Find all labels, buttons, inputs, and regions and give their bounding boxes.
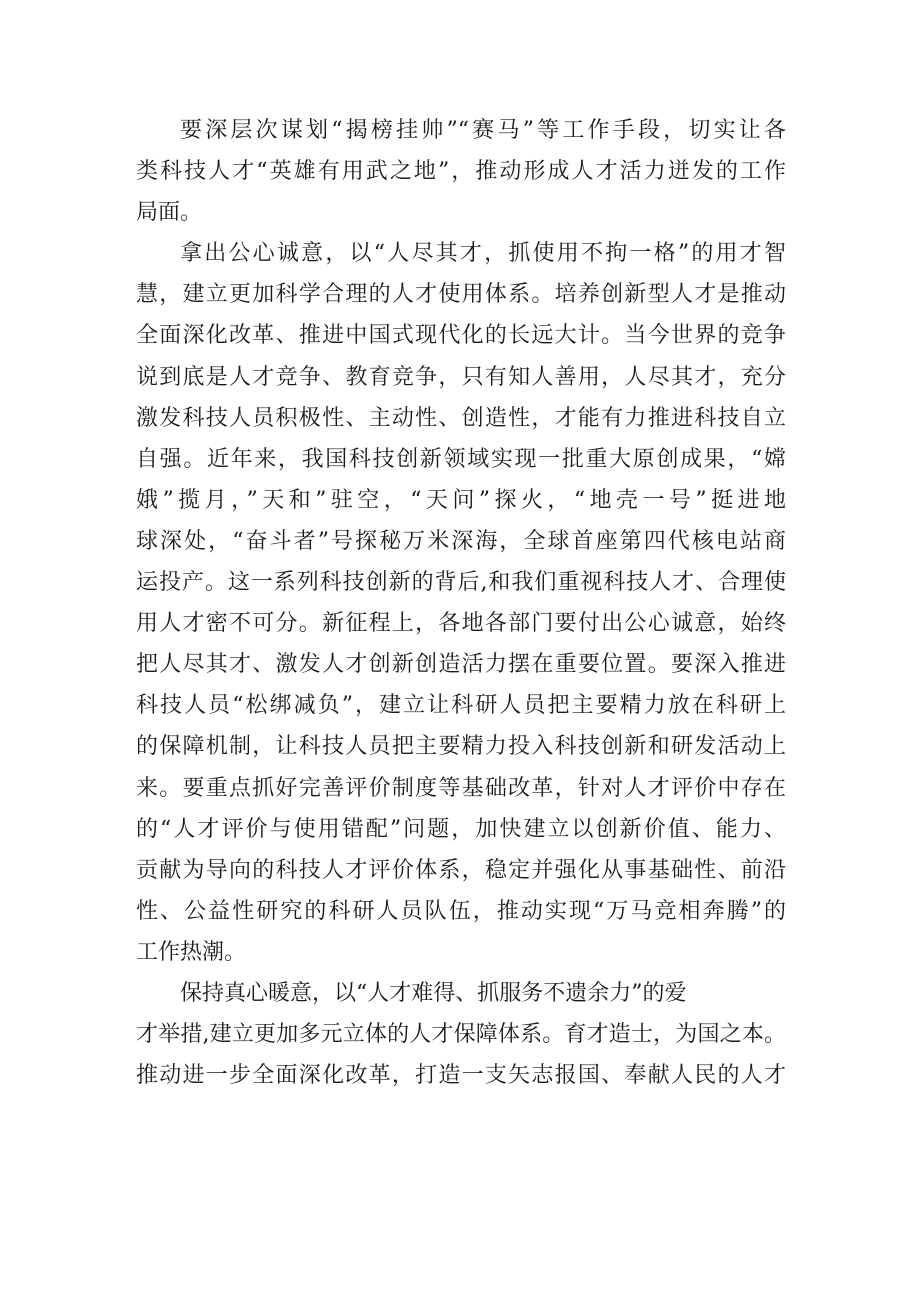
text-line: 把人尽其才、激发人才创新创造活力摆在重要位置。要深入推进 (136, 652, 786, 678)
text-line: 才举措,建立更加多元立体的人才保障体系。育才造士，为国之本。 (136, 1022, 786, 1048)
text-line: 保持真心暖意，以“人才难得、抓服务不遗余力”的爱 (180, 980, 687, 1006)
text-line: 贡献为导向的科技人才评价体系，稳定并强化从事基础性、前沿 (136, 857, 786, 883)
text-line: 类科技人才“英雄有用武之地”，推动形成人才活力迸发的工作 (136, 159, 786, 185)
text-line: 全面深化改革、推进中国式现代化的长远大计。当今世界的竞争 (136, 323, 786, 349)
text-line: 用人才密不可分。新征程上，各地各部门要付出公心诚意，始终 (136, 611, 786, 637)
text-line: 运投产。这一系列科技创新的背后,和我们重视科技人才、合理使 (136, 570, 786, 596)
text-line: 工作热潮。 (136, 939, 247, 965)
text-line: 慧，建立更加科学合理的人才使用体系。培养创新型人才是推动 (136, 282, 786, 308)
text-line: 科技人员“松绑减负”，建立让科研人员把主要精力放在科研上 (136, 693, 786, 719)
text-line: 拿出公心诚意，以“人尽其才，抓使用不拘一格”的用才智 (180, 241, 786, 267)
text-line: 娥”揽月，”天和”驻空，“天问”探火，“地壳一号”挺进地 (136, 487, 786, 513)
text-line: 球深处，“奋斗者”号探秘万米深海，全球首座第四代核电站商 (136, 528, 786, 554)
text-line: 来。要重点抓好完善评价制度等基础改革，针对人才评价中存在 (136, 775, 786, 801)
text-line: 说到底是人才竞争、教育竞争，只有知人善用，人尽其才，充分 (136, 364, 786, 390)
text-line: 性、公益性研究的科研人员队伍，推动实现“万马竞相奔腾”的 (136, 898, 786, 924)
text-line: 的保障机制，让科技人员把主要精力投入科技创新和研发活动上 (136, 734, 786, 760)
text-line: 推动进一步全面深化改革，打造一支矢志报国、奉献人民的人才 (136, 1063, 786, 1089)
text-line: 要深层次谋划“揭榜挂帅”“赛马”等工作手段，切实让各 (180, 118, 786, 143)
text-line: 局面。 (136, 200, 203, 226)
text-line: 的“人才评价与使用错配”问题，加快建立以创新价值、能力、 (136, 816, 786, 842)
text-line: 自强。近年来，我国科技创新领域实现一批重大原创成果，“嫦 (136, 446, 786, 472)
document-body (136, 110, 786, 1096)
text-line: 激发科技人员积极性、主动性、创造性，才能有力推进科技自立 (136, 405, 786, 431)
